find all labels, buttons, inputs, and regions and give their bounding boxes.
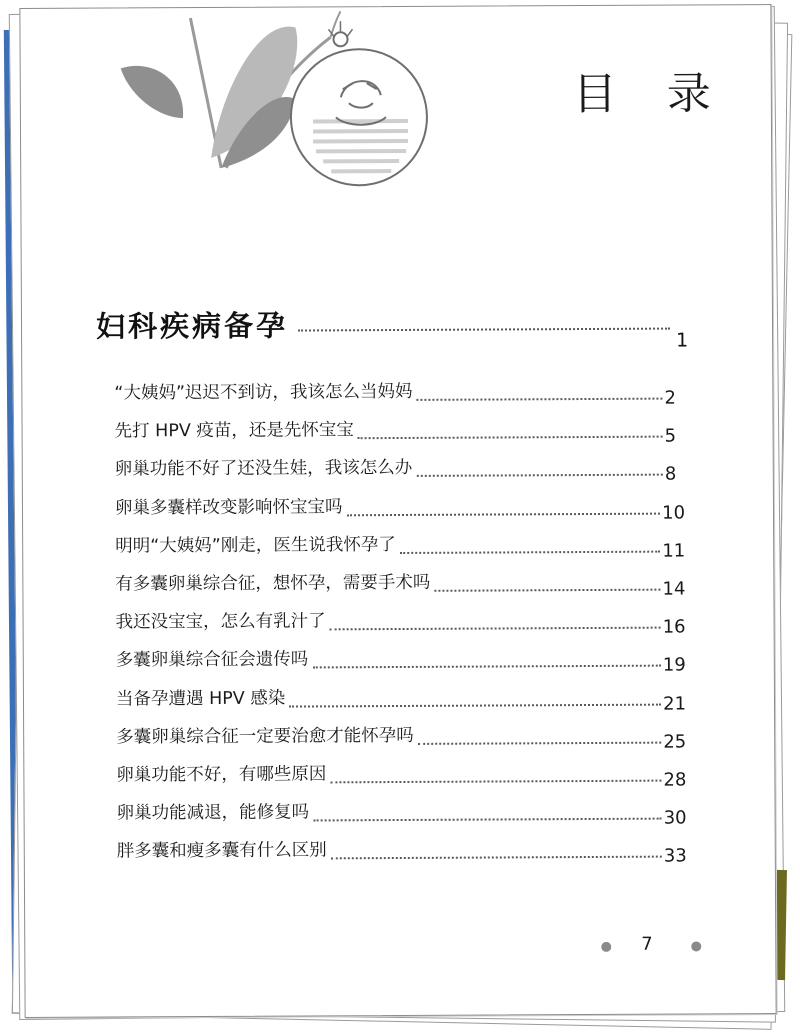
entry-page-number: 33: [663, 845, 687, 867]
toc-entry[interactable]: [117, 836, 687, 877]
toc-entry[interactable]: [116, 683, 686, 724]
toc-entry[interactable]: [115, 530, 685, 571]
toc-entry[interactable]: [115, 416, 685, 457]
toc-entry[interactable]: [116, 607, 686, 648]
toc-entry[interactable]: [116, 645, 686, 686]
entry-page-number: 2: [664, 387, 676, 409]
toc-entry[interactable]: [115, 568, 685, 609]
entry-title: “大姨妈”迟迟不到访，我该怎么当妈妈: [114, 381, 413, 404]
page-footer: [595, 931, 715, 962]
footer-dot-icon: [601, 942, 611, 952]
entry-page-number: 11: [662, 540, 686, 562]
dot-leader: [417, 398, 663, 401]
page-number: 7: [641, 933, 653, 955]
toc-entry[interactable]: [116, 721, 686, 762]
dot-leader: [312, 665, 661, 669]
dot-leader: [330, 779, 661, 783]
entry-page-number: 16: [662, 616, 686, 638]
chapter-page-number: 1: [676, 329, 689, 352]
entry-title: 我还没宝宝，怎么有乳汁了: [115, 611, 326, 633]
dot-leader: [416, 474, 663, 477]
toc-entry[interactable]: [115, 454, 685, 495]
chapter-title: 妇科疾病备孕: [95, 308, 289, 344]
entry-page-number: 5: [664, 425, 677, 447]
entry-title: 卵巢功能减退，能修复吗: [116, 802, 310, 824]
dot-leader: [400, 550, 660, 553]
chapter-entry[interactable]: [96, 301, 696, 354]
book-spine-edge: [775, 870, 787, 980]
toc-heading: 目 录: [572, 68, 729, 121]
entry-page-number: 19: [662, 654, 686, 676]
entry-page-number: 25: [663, 731, 687, 753]
entry-page-number: 10: [662, 502, 686, 524]
entry-page-number: 28: [663, 769, 687, 791]
dot-leader: [289, 703, 661, 707]
dot-leader: [434, 589, 660, 592]
toc-entry-list: [114, 377, 687, 876]
dot-leader: [331, 856, 662, 860]
entry-title: 有多囊卵巢综合征，想怀孕，需要手术吗: [115, 572, 431, 595]
entry-title: 明明“大姨妈”刚走，医生说我怀孕了: [115, 534, 396, 557]
entry-title: 卵巢多囊样改变影响怀宝宝吗: [114, 496, 343, 519]
dot-leader: [298, 328, 670, 332]
entry-title: 先打 HPV 疫苗，还是先怀宝宝: [114, 420, 354, 442]
toc-page: [19, 4, 776, 1018]
entry-page-number: 8: [664, 463, 677, 485]
dot-leader: [418, 741, 662, 744]
entry-title: 多囊卵巢综合征一定要治愈才能怀孕吗: [116, 725, 414, 748]
footer-dot-icon: [691, 941, 701, 951]
dot-leader: [358, 436, 663, 440]
entry-title: 卵巢功能不好，有哪些原因: [116, 764, 327, 786]
entry-page-number: 30: [663, 807, 687, 829]
plant-illustration: [90, 7, 451, 209]
dot-leader: [313, 818, 662, 822]
toc-entry[interactable]: [117, 798, 687, 839]
entry-page-number: 14: [662, 578, 686, 600]
entry-title: 胖多囊和瘦多囊有什么区别: [116, 840, 327, 862]
entry-page-number: 21: [663, 692, 687, 715]
entry-title: 当备孕遭遇 HPV 感染: [115, 688, 286, 709]
entry-title: 卵巢功能不好了还没生娃，我该怎么办: [114, 458, 413, 480]
toc-entry[interactable]: [116, 759, 686, 800]
toc-entry[interactable]: [115, 492, 685, 533]
dot-leader: [330, 627, 661, 631]
toc-entry[interactable]: [114, 377, 684, 418]
entry-title: 多囊卵巢综合征会遗传吗: [115, 649, 309, 671]
dot-leader: [347, 512, 661, 516]
